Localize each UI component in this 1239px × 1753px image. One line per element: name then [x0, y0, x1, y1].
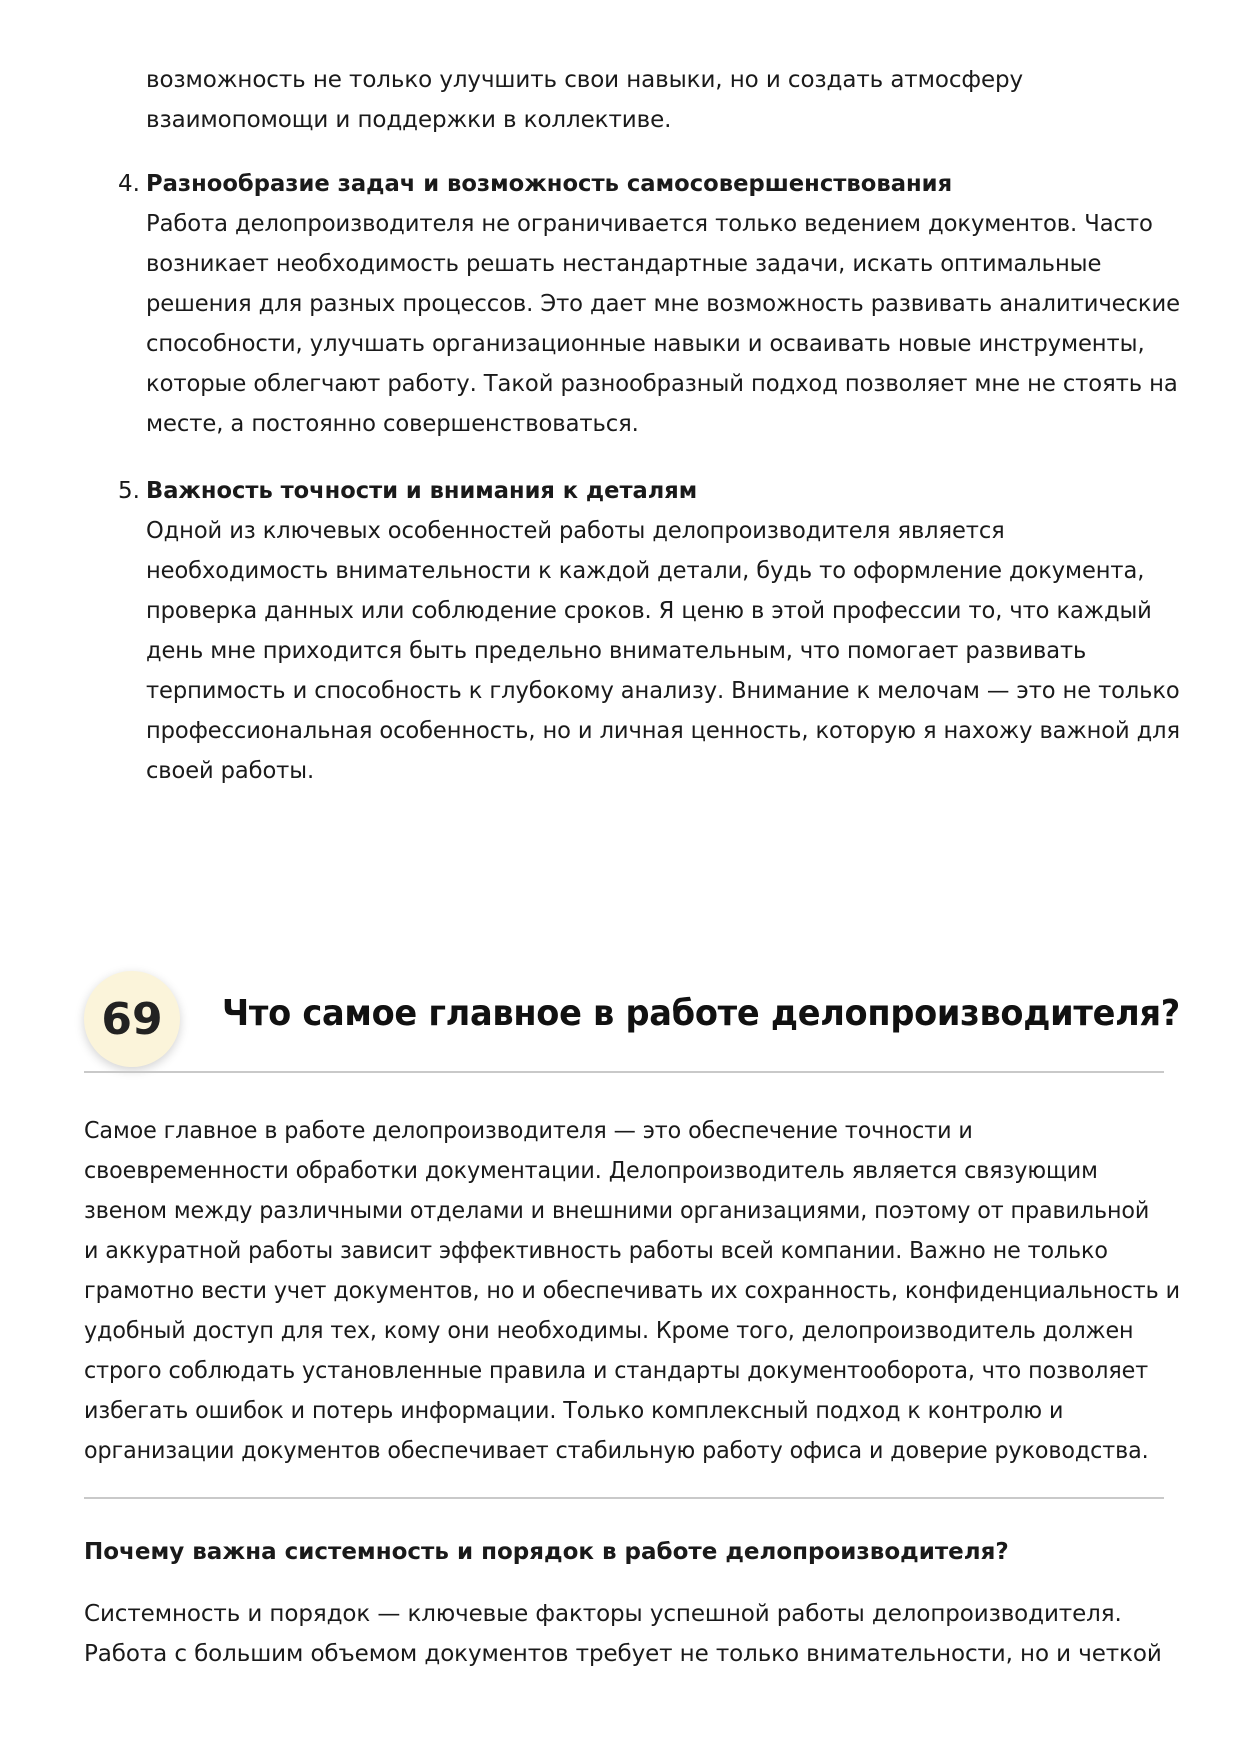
text-line: Самое главное в работе делопроизводителя — это обеспечение точности и [84, 1118, 973, 1144]
question-header [84, 965, 1180, 1073]
list-item-text [146, 511, 1200, 791]
text-line: Работа делопроизводителя не ограничивается только ведением документов. Часто [146, 211, 1153, 237]
text-line: строго соблюдать установленные правила и стандарты документооборота, что позволяет [84, 1358, 1149, 1384]
divider [84, 1071, 1164, 1073]
list-item-text [146, 204, 1195, 444]
text-line: своевременности обработки документации. Делопроизводитель является связующим [84, 1158, 1098, 1184]
subquestion-title: Почему важна системность и порядок в работе делопроизводителя? [84, 1539, 1009, 1565]
text-line: избегать ошибок и потерь информации. Только комплексный подход к контролю и [84, 1398, 1064, 1424]
text-line: возможность не только улучшить свои навыки, но и создать атмосферу [146, 67, 1024, 93]
text-line: способности, улучшать организационные навыки и осваивать новые инструменты, [146, 331, 1145, 357]
text-line: Одной из ключевых особенностей работы делопроизводителя является [146, 518, 1005, 544]
list-number: 4. [118, 171, 140, 197]
list-body [146, 164, 1195, 444]
text-line: организации документов обеспечивает стабильную работу офиса и доверие руководства. [84, 1438, 1149, 1464]
list-item-title: Важность точности и внимания к деталям [146, 478, 698, 504]
text-line: решения для разных процессов. Это дает мне возможность развивать аналитические [146, 291, 1180, 317]
text-line: день мне приходится быть предельно внимательным, что помогает развивать [146, 638, 1087, 664]
text-line: возникает необходимость решать нестандартные задачи, искать оптимальные [146, 251, 1102, 277]
list-item-title: Разнообразие задач и возможность самосовершенствования [146, 171, 953, 197]
text-line: проверка данных или соблюдение сроков. Я ценю в этой профессии то, что каждый [146, 598, 1152, 624]
text-line: терпимость и способность к глубокому анализу. Внимание к мелочам — это не только [146, 678, 1180, 704]
text-line: Системность и порядок — ключевые факторы успешной работы делопроизводителя. [84, 1601, 1122, 1627]
subquestion-answer [84, 1594, 1162, 1674]
text-line: и аккуратной работы зависит эффективность работы всей компании. Важно не только [84, 1238, 1108, 1264]
question-number-badge: 69 [84, 971, 180, 1067]
question-title: Что самое главное в работе делопроизводителя? [222, 993, 1180, 1034]
divider [84, 1497, 1164, 1499]
continuation-paragraph [146, 60, 1023, 140]
answer-paragraph [84, 1111, 1218, 1471]
text-line: которые облегчают работу. Такой разнообразный подход позволяет мне не стоять на [146, 371, 1178, 397]
text-line: взаимопомощи и поддержки в коллективе. [146, 107, 672, 133]
list-body [146, 471, 1200, 791]
text-line: Работа с большим объемом документов требует не только внимательности, но и четкой [84, 1641, 1162, 1667]
text-line: грамотно вести учет документов, но и обеспечивать их сохранность, конфиденциальность и [84, 1278, 1180, 1304]
text-line: удобный доступ для тех, кому они необходимы. Кроме того, делопроизводитель должен [84, 1318, 1134, 1344]
text-line: месте, а постоянно совершенствоваться. [146, 411, 639, 437]
text-line: необходимость внимательности к каждой детали, будь то оформление документа, [146, 558, 1145, 584]
text-line: своей работы. [146, 758, 315, 784]
text-line: звеном между различными отделами и внешними организациями, поэтому от правильной [84, 1198, 1150, 1224]
text-line: профессиональная особенность, но и личная ценность, которую я нахожу важной для [146, 718, 1180, 744]
list-number: 5. [118, 478, 140, 504]
